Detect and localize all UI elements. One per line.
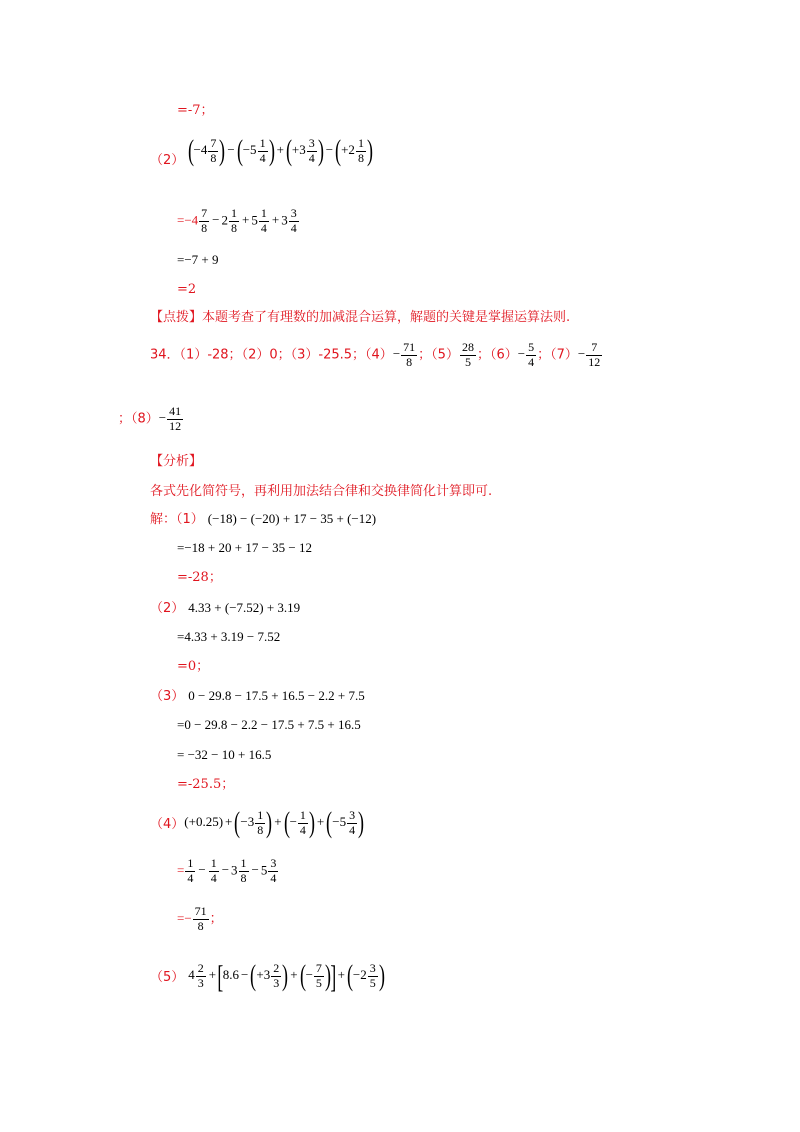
prev-step-2: =−7 + 9: [177, 252, 219, 267]
solution-4-result: =− $\frac{71}{8}$ ；: [177, 904, 223, 933]
solution-4: （4）(+0.25) +(−3 $\frac{1}{8}$ ) +(− $\frac{1}{4}$ ) +(−5 $\frac{3}{4}$ ): [150, 806, 365, 839]
solution-2-step: =4.33 + 3.19 − 7.52: [177, 629, 281, 644]
tip-text: 本题考查了有理数的加减混合运算，解题的关键是掌握运算法则.: [202, 310, 571, 325]
prev-step-1: =−4 $\frac{7}{8}$ − 2 $\frac{1}{8}$ + 5 $\frac{1}{4}$ + 3 $\frac{3}{4}$: [177, 206, 297, 235]
prev-problem-2: （2） (−4 $\frac{7}{8}$ ) −(−5 $\frac{1}{4}$ ) +(+3 $\frac{3}{4}$ ) −(+2 $\frac{1}{8}$ ): [150, 134, 373, 168]
prev-result-1: =-7；: [177, 103, 214, 118]
solution-2-result: =0；: [177, 659, 210, 674]
answer-34: 34．（1）-28；（2）0；（3）-25.5；（4）− $\frac{71}{8}$ ；（5） $\frac{28}{5}$ ；（6）− $\frac{5}{4}$ ；（7）− $\frac{7}{12}$: [150, 340, 601, 369]
analysis-text: 各式先化简符号，再利用加法结合律和交换律简化计算即可.: [150, 484, 493, 499]
answer-34-8: ；（8）− $\frac{41}{12}$: [118, 404, 182, 433]
analysis-label: 【分析】: [150, 454, 203, 469]
tip-label: 【点拨】: [150, 310, 203, 325]
solution-3-step-1: =0 − 29.8 − 2.2 − 17.5 + 7.5 + 16.5: [177, 717, 361, 732]
solution-4-step: = $\frac{1}{4}$ − $\frac{1}{4}$ − 3 $\frac{1}{8}$ − 5 $\frac{3}{4}$: [177, 856, 277, 885]
prev-label-2: （2）: [150, 152, 185, 168]
tip: [150, 311, 570, 324]
solution-1: 解：（1） (−18) − (−20) + 17 − 35 + (−12): [150, 511, 377, 527]
solution-3-step-2: = −32 − 10 + 16.5: [177, 747, 272, 762]
solution-3: （3） 0 − 29.8 − 17.5 + 16.5 − 2.2 + 7.5: [150, 688, 365, 704]
solution-3-result: =-25.5；: [177, 777, 235, 792]
solution-1-result: =-28；: [177, 570, 222, 585]
solution-1-step: =−18 + 20 + 17 − 35 − 12: [177, 540, 312, 555]
prev-result-2: =2: [177, 282, 197, 297]
solution-2: （2） 4.33 + (−7.52) + 3.19: [150, 600, 301, 616]
solution-5: （5） 4 $\frac{2}{3}$ +[8.6 −(+3 $\frac{2}{3}$ ) +(− $\frac{7}{5}$ )]+(−2 $\frac{3}{5}$ ): [150, 958, 385, 994]
